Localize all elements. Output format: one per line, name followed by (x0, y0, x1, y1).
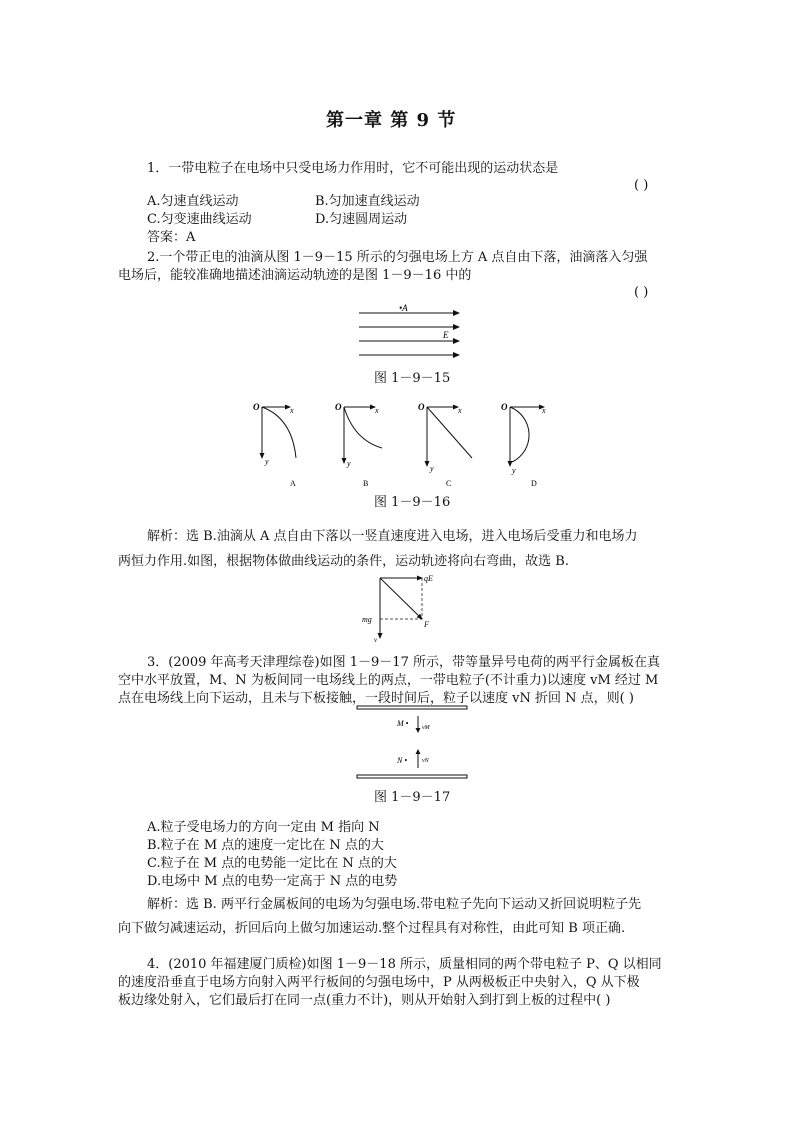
q1-stem: 1．一带电粒子在电场中只受电场力作用时，它不可能出现的运动状态是 (147, 161, 559, 176)
field-e-label: E (443, 330, 449, 340)
q1-answer-paren: ( ) (634, 178, 649, 193)
upper-plate (357, 706, 467, 709)
svg-text:y: y (265, 457, 269, 466)
figure-1-9-17 (355, 700, 470, 785)
option-letter-b: B (363, 479, 369, 488)
q1-option-d: D.匀速圆周运动 (315, 212, 408, 227)
svg-text:O: O (418, 402, 425, 412)
svg-text:y: y (512, 466, 516, 475)
force-mg-label: mg (362, 615, 372, 624)
q1-option-a: A.匀速直线运动 (147, 194, 239, 209)
q4-stem-line3: 板边缘处射入，它们最后打在同一点(重力不计)，则从开始射入到打到上板的过程中( ) (118, 993, 611, 1008)
q3-option-a: A.粒子受电场力的方向一定由 M 指向 N (147, 820, 380, 835)
svg-text:O: O (501, 402, 508, 412)
q1-option-b: B.匀加速直线运动 (315, 194, 420, 209)
q3-stem-line3: 点在电场线上向下运动，且未与下板接触，一段时间后，粒子以速度 vN 折回 N 点，则( ) (118, 691, 634, 706)
q1-answer: 答案：A (147, 230, 196, 245)
force-f-label: F (424, 620, 429, 629)
q2-stem-line2: 电场后，能较准确地描述油滴运动轨迹的是图 1－9－16 中的 (118, 268, 472, 283)
figure-1-9-17-caption: 图 1－9－17 (374, 790, 451, 805)
q3-stem-line1: 3．(2009 年高考天津理综卷)如图 1－9－17 所示，带等量异号电荷的两平行金属板在真 (147, 655, 660, 670)
point-a-label: •A (399, 303, 408, 313)
q4-stem-line2: 的速度沿垂直于电场方向射入两平行板间的匀强电场中，P 从两极板正中央射入，Q 从下极 (118, 975, 640, 990)
q3-option-c: C.粒子在 M 点的电势能一定比在 N 点的大 (147, 856, 397, 871)
option-letter-a: A (290, 479, 296, 488)
velocity-v-label: v (374, 636, 378, 644)
trajectory-option-a (253, 402, 296, 488)
q3-option-d: D.电场中 M 点的电势一定高于 N 点的电势 (147, 874, 398, 889)
q2-stem-line1: 2.一个带正电的油滴从图 1－9－15 所示的匀强电场上方 A 点自由下落，油滴落入匀强 (147, 250, 648, 265)
option-letter-c: C (446, 479, 452, 488)
q4-stem-line1: 4．(2010 年福建厦门质检)如图 1－9－18 所示，质量相同的两个带电粒子 P、Q 以相同 (147, 957, 662, 972)
figure-1-9-15-caption: 图 1－9－15 (374, 371, 451, 386)
q3-option-b: B.粒子在 M 点的速度一定比在 N 点的大 (147, 838, 384, 853)
q3-solution-line1: 解析：选 B. 两平行金属板间的电场为匀强电场.带电粒子先向下运动又折回说明粒子先 (147, 897, 642, 912)
q3-solution-line2: 向下做匀减速运动，折回后向上做匀加速运动.整个过程具有对称性，由此可知 B 项正确. (118, 921, 626, 936)
force-qe-label: qE (424, 574, 433, 583)
q3-stem-line2: 空中水平放置，M、N 为板间同一电场线上的两点，一带电粒子(不计重力)以速度 vM 经过 M (118, 673, 659, 688)
trajectory-option-d (501, 402, 546, 488)
figure-1-9-15 (355, 300, 465, 364)
force-diagram (360, 572, 460, 644)
q1-option-c: C.匀变速曲线运动 (147, 212, 252, 227)
svg-text:O: O (335, 402, 342, 412)
svg-text:x: x (375, 406, 379, 415)
lower-plate (357, 775, 467, 778)
svg-text:x: x (542, 406, 546, 415)
page-title: 第一章 第 9 节 (326, 110, 457, 131)
option-letter-d: D (531, 479, 537, 488)
velocity-vn-label: vN (422, 758, 429, 764)
figure-1-9-16-caption: 图 1－9－16 (374, 495, 451, 510)
q2-solution-line2: 两恒力作用.如图，根据物体做曲线运动的条件，运动轨迹将向右弯曲，故选 B. (118, 554, 569, 569)
q2-solution-line1: 解析：选 B.油滴从 A 点自由下落以一竖直速度进入电场，进入电场后受重力和电场力 (147, 529, 638, 544)
figure-1-9-16 (250, 398, 550, 488)
velocity-vm-label: vM (422, 725, 430, 731)
trajectory-option-b (335, 402, 382, 488)
svg-text:y: y (430, 464, 434, 473)
svg-text:y: y (347, 459, 351, 468)
trajectory-option-c (418, 402, 472, 488)
svg-text:x: x (290, 406, 294, 415)
svg-text:O: O (253, 402, 260, 412)
q2-answer-paren: ( ) (634, 285, 649, 300)
point-n-label: N • (397, 756, 408, 765)
point-m-label: M • (397, 719, 409, 728)
svg-text:x: x (458, 406, 462, 415)
